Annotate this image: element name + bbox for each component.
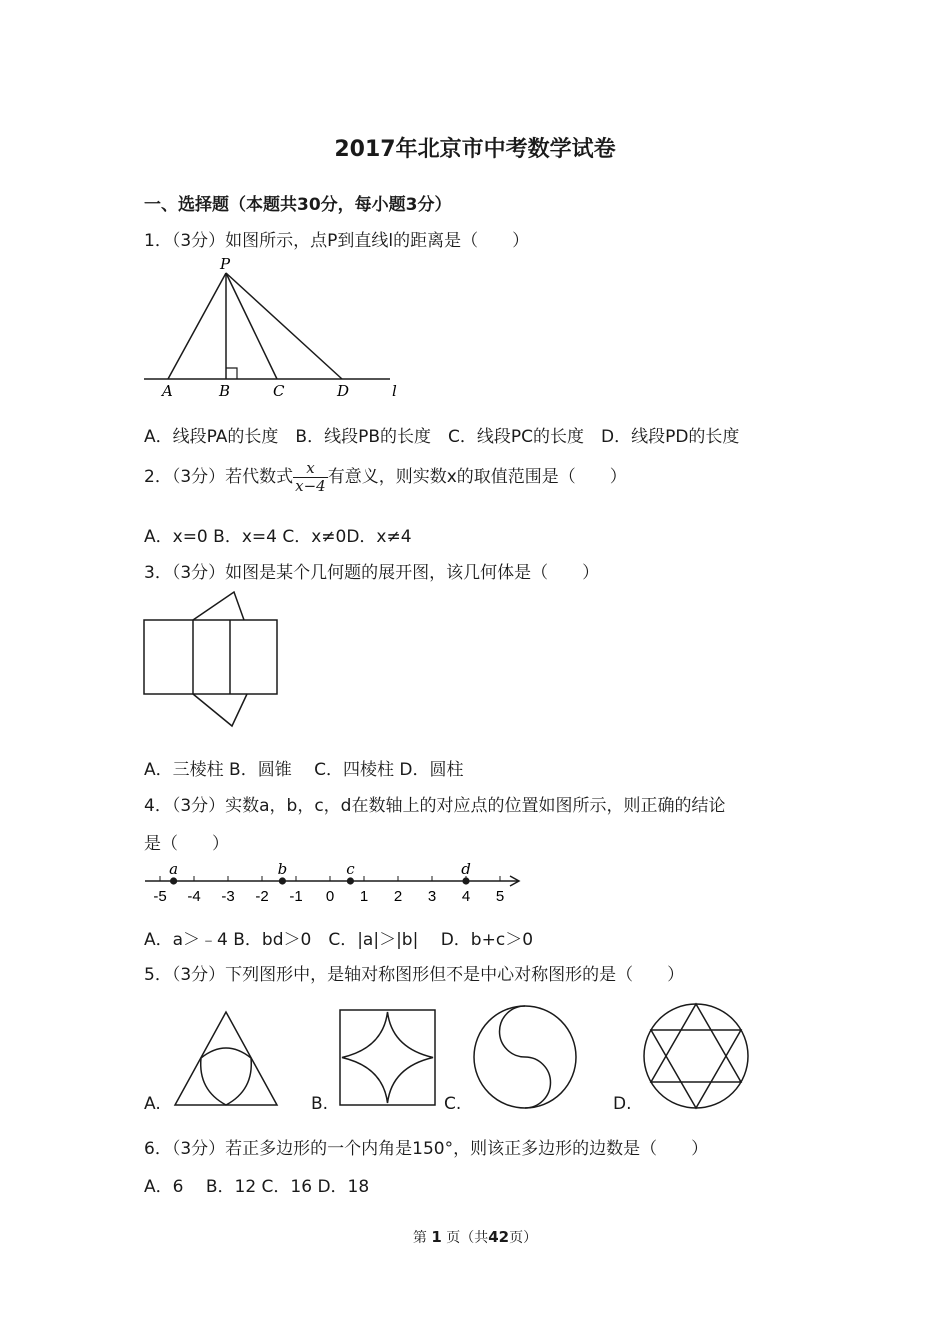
tick-label-2: 2	[393, 888, 403, 905]
option-d-figure	[640, 1000, 752, 1112]
question-4-line-2: 是（ ）	[144, 834, 229, 854]
tick-label-4: 4	[461, 888, 471, 905]
question-6-text: 6．（3分）若正多边形的一个内角是150°，则该正多边形的边数是（ ）	[144, 1139, 709, 1159]
point-d	[462, 877, 469, 884]
tick-label--2: -2	[255, 888, 269, 905]
exam-title: 2017年北京市中考数学试卷	[334, 137, 616, 162]
footer-pre: 第	[412, 1230, 427, 1246]
question-4-line-1: 4．（3分）实数a，b，c，d在数轴上的对应点的位置如图所示，则正确的结论	[144, 796, 726, 816]
point-c	[347, 877, 354, 884]
point-label-a: a	[169, 860, 179, 878]
question-1-figure	[140, 255, 410, 405]
point-b	[279, 877, 286, 884]
point-label-c: c	[346, 860, 355, 878]
fraction	[293, 460, 328, 494]
label-C: C	[273, 382, 285, 400]
label-l: l	[392, 382, 397, 400]
option-b-figure	[338, 1008, 438, 1108]
section-heading: 一、选择题（本题共30分，每小题3分）	[144, 195, 452, 215]
point-a	[170, 877, 177, 884]
option-a-label: A.	[144, 1094, 161, 1114]
tick-label-5: 5	[495, 888, 505, 905]
tick-label--3: -3	[221, 888, 235, 905]
point-label-d: d	[461, 860, 471, 878]
tick-label-3: 3	[427, 888, 437, 905]
question-2-options: A．x=0 B．x=4 C．x≠0D．x≠4	[144, 527, 412, 547]
point-label-b: b	[277, 860, 288, 878]
tick-label--5: -5	[153, 888, 167, 905]
tick-label--1: -1	[289, 888, 303, 905]
label-P: P	[220, 255, 231, 273]
footer-total-pages: 42	[488, 1228, 510, 1246]
label-B: B	[219, 382, 231, 400]
option-a-figure	[170, 1008, 282, 1108]
question-2-suffix: 有意义，则实数x的取值范围是（ ）	[327, 467, 627, 487]
question-4-number-line	[140, 855, 530, 905]
fraction-numerator: x	[306, 459, 315, 477]
question-3-net-figure	[140, 588, 285, 730]
question-3-text: 3．（3分）如图是某个几何题的展开图，该几何体是（ ）	[144, 563, 600, 583]
option-d-label: D.	[613, 1094, 632, 1114]
page-footer	[0, 1227, 950, 1247]
footer-post: 页）	[509, 1230, 538, 1246]
tick-label-0: 0	[325, 888, 335, 905]
footer-mid: 页（共	[446, 1230, 489, 1246]
option-c-figure	[470, 1002, 580, 1112]
fraction-denominator: x−4	[295, 476, 326, 495]
question-3-options: A．三棱柱 B．圆锥 C．四棱柱 D．圆柱	[144, 760, 464, 780]
label-D: D	[337, 382, 350, 400]
label-A: A	[162, 382, 173, 400]
question-1-options: A．线段PA的长度 B．线段PB的长度 C．线段PC的长度 D．线段PD的长度	[144, 427, 740, 447]
question-2-prefix: 2．（3分）若代数式	[144, 467, 294, 487]
option-c-label: C.	[444, 1094, 462, 1114]
question-6-options: A．6 B．12 C．16 D．18	[144, 1177, 370, 1197]
footer-page-number: 1	[431, 1228, 442, 1246]
tick-label--4: -4	[187, 888, 201, 905]
question-4-options: A．a＞﹣4 B．bd＞0 C．|a|＞|b| D．b+c＞0	[144, 930, 534, 950]
option-b-label: B.	[311, 1094, 329, 1114]
question-2-text	[144, 460, 627, 494]
question-5-text: 5．（3分）下列图形中，是轴对称图形但不是中心对称图形的是（ ）	[144, 965, 685, 985]
tick-label-1: 1	[359, 888, 369, 905]
question-1-text: 1．（3分）如图所示，点P到直线l的距离是（ ）	[144, 231, 530, 251]
